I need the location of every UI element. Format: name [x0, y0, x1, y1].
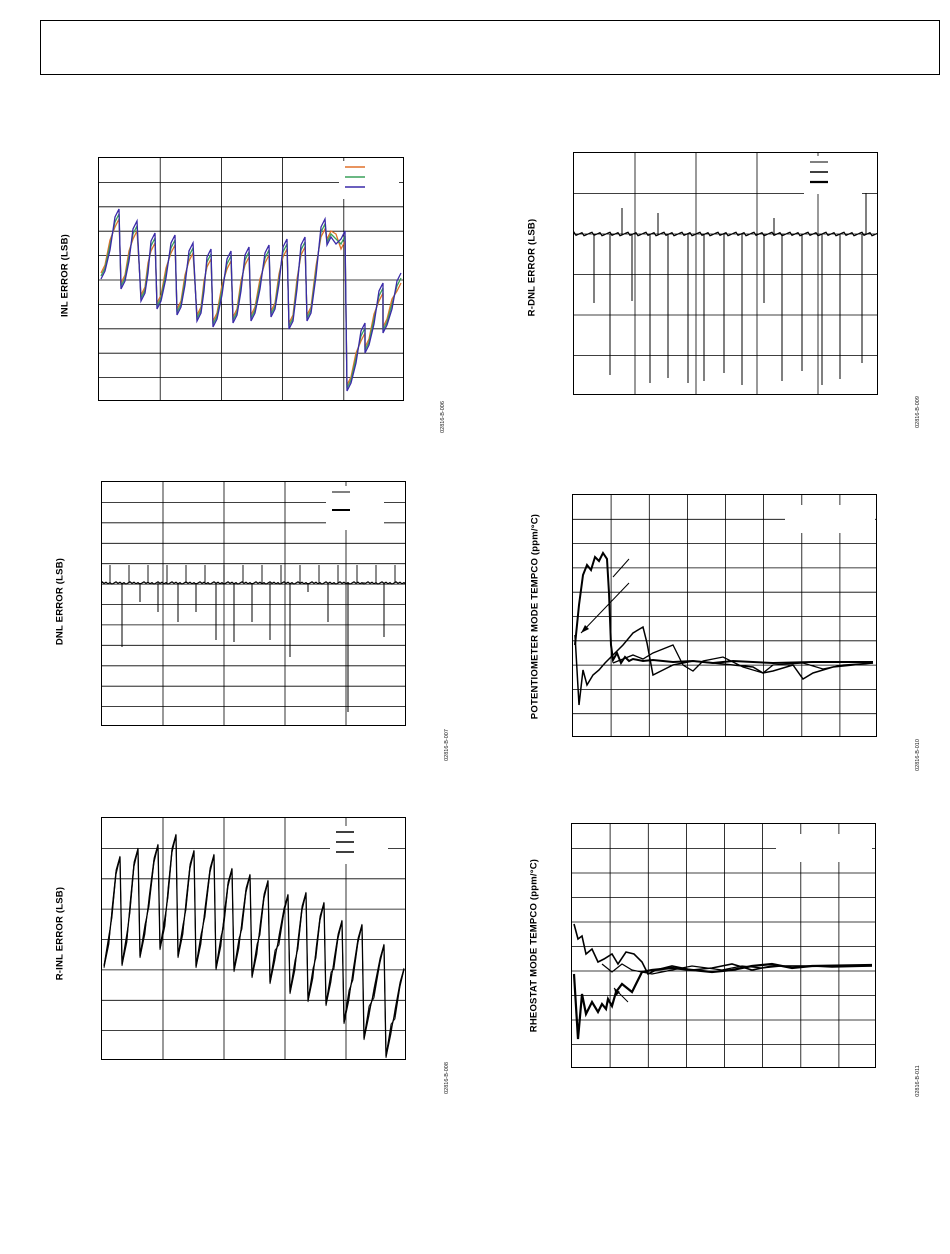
- rheo-legend-bg: [776, 834, 872, 862]
- rheo-ylabel: RHEOSTAT MODE TEMPCO (ppm/°C): [528, 858, 540, 1033]
- dnl-chart: [101, 481, 406, 726]
- rinl-series-2: [104, 836, 404, 1055]
- dnl-ylabel: DNL ERROR (LSB): [54, 557, 66, 646]
- inl-chart: [98, 157, 404, 401]
- inl-ylabel: INL ERROR (LSB): [59, 233, 71, 318]
- inl-plot-svg: [99, 158, 404, 401]
- rinl-plot-svg: [102, 818, 406, 1060]
- rdnl-figure-id: 02816-B-009: [915, 396, 921, 428]
- rinl-chart: [101, 817, 406, 1060]
- inl-series-2: [101, 209, 401, 391]
- rinl-figure-id: 02816-B-008: [444, 1062, 450, 1094]
- pot-ylabel: POTENTIOMETER MODE TEMPCO (ppm/°C): [529, 513, 541, 720]
- dnl-figure-id: 02816-B-007: [444, 729, 450, 761]
- inl-figure-id: 02816-B-006: [440, 401, 446, 433]
- pot-annotation-arrow: [581, 583, 629, 633]
- pot-chart: [572, 494, 877, 737]
- pot-plot-svg: [573, 495, 877, 737]
- rinl-series-0: [104, 834, 404, 1058]
- dnl-legend-bg: [326, 486, 384, 530]
- rinl-series-1: [104, 835, 404, 1057]
- pot-series-1: [575, 627, 873, 705]
- rheo-figure-id: 02816-B-011: [915, 1065, 921, 1097]
- rinl-ylabel: R-INL ERROR (LSB): [54, 886, 66, 981]
- dnl-plot-svg: [102, 482, 406, 726]
- rdnl-plot-svg: [574, 153, 878, 395]
- rdnl-ylabel: R-DNL ERROR (LSB): [526, 218, 538, 317]
- pot-legend-bg: [785, 505, 875, 533]
- rdnl-chart: [573, 152, 878, 395]
- rheo-chart: [571, 823, 876, 1068]
- pot-figure-id: 02816-B-010: [915, 739, 921, 771]
- rheo-plot-svg: [572, 824, 876, 1068]
- page-header-box: [40, 20, 940, 75]
- rheo-series-1: [574, 964, 872, 1039]
